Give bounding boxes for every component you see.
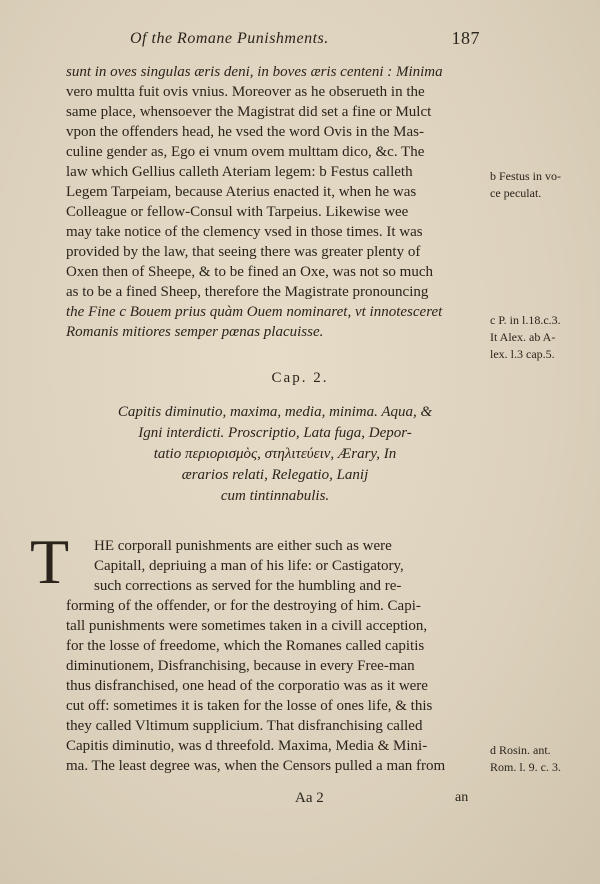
text-line: sunt in oves singulas æris deni, in boves æris centeni : Minima	[66, 64, 443, 80]
text-line: culine gender as, Ego ei vnum ovem multtam dico, &c. The	[66, 144, 425, 160]
text-line: diminutionem, Disfranchising, because in every Free-man	[66, 658, 415, 674]
text-line: ma. The least degree was, when the Censors pulled a man from	[66, 758, 446, 774]
text-line: cut off: sometimes it is taken for the losse of ones life, & this	[66, 698, 433, 714]
summary-line: ærarios relati, Relegatio, Lanij	[181, 467, 369, 483]
text-line: Oxen then of Sheepe, & to be fined an Oxe, was not so much	[66, 264, 433, 280]
chapter-paragraph	[66, 536, 484, 776]
summary-line: Capitis diminutio, maxima, media, minima. Aqua, &	[117, 404, 433, 420]
margin-note-line: c P. in l.18.c.3.	[490, 313, 561, 327]
text-line: law which Gellius calleth Ateriam legem: b Festus calleth	[66, 164, 413, 180]
text-line: forming of the offender, or for the destroying of him. Capi-	[66, 598, 421, 614]
chapter-summary	[66, 402, 484, 507]
page-number: 187	[451, 28, 480, 48]
margin-note-line: ce peculat.	[490, 186, 542, 200]
text-line: Legem Tarpeiam, because Aterius enacted it, when he was	[66, 184, 417, 200]
text-line: vpon the offenders head, he vsed the word Ovis in the Mas-	[66, 124, 424, 140]
text-line: may take notice of the clemency vsed in those times. It was	[66, 224, 423, 240]
text-line: as to be a fined Sheep, therefore the Magistrate pronouncing	[66, 284, 429, 300]
text-line: Capitall, depriuing a man of his life: or Castigatory,	[94, 558, 404, 574]
text-line: such corrections as served for the humbling and re-	[94, 578, 402, 594]
margin-note-line: It Alex. ab A-	[490, 330, 556, 344]
text-line: provided by the law, that seeing there was greater plenty of	[66, 244, 421, 260]
signature-mark: Aa 2	[295, 790, 324, 806]
margin-note-line: b Festus in vo-	[490, 169, 562, 183]
margin-note-line: lex. l.3 cap.5.	[490, 347, 555, 361]
text-line: Capitis diminutio, was d threefold. Maxima, Media & Mini-	[66, 738, 428, 754]
summary-line: cum tintinnabulis.	[220, 488, 330, 504]
text-line: thus disfranchised, one head of the corporatio was as it were	[66, 678, 428, 694]
chapter-heading: Cap. 2.	[271, 370, 329, 386]
margin-note-line: d Rosin. ant.	[490, 743, 551, 757]
text-line: they called Vltimum supplicium. That disfranchising called	[66, 718, 423, 734]
margin-note-d	[490, 742, 590, 776]
text-line: HE corporall punishments are either such as were	[94, 538, 392, 554]
summary-line: Igni interdicti. Proscriptio, Lata fuga, Depor-	[138, 425, 412, 441]
margin-note-b	[490, 168, 590, 202]
text-line: for the losse of freedome, which the Romanes called capitis	[66, 638, 425, 654]
text-line: vero multta fuit ovis vnius. Moreover as he obserueth in the	[66, 84, 425, 100]
text-line: Romanis mitiores semper pœnas placuisse.	[66, 324, 324, 340]
text-line: the Fine c Bouem prius quàm Ouem nominaret, vt innotesceret	[66, 304, 443, 320]
margin-note-c	[490, 312, 590, 363]
catchword: an	[455, 790, 469, 805]
summary-line: tatio περιορισμὸς, στηλιτεύειν, Ærary, In	[153, 446, 397, 462]
drop-cap: T	[30, 526, 70, 597]
text-line: same place, whensoever the Magistrat did set a fine or Mulct	[66, 104, 432, 120]
margin-note-line: Rom. l. 9. c. 3.	[490, 760, 561, 774]
running-title: Of the Romane Punishments.	[130, 30, 329, 47]
text-line: tall punishments were sometimes taken in a civill acception,	[66, 618, 428, 634]
text-line: Colleague or fellow-Consul with Tarpeius. Likewise wee	[66, 204, 409, 220]
top-paragraph	[66, 62, 484, 342]
running-header	[130, 30, 480, 48]
